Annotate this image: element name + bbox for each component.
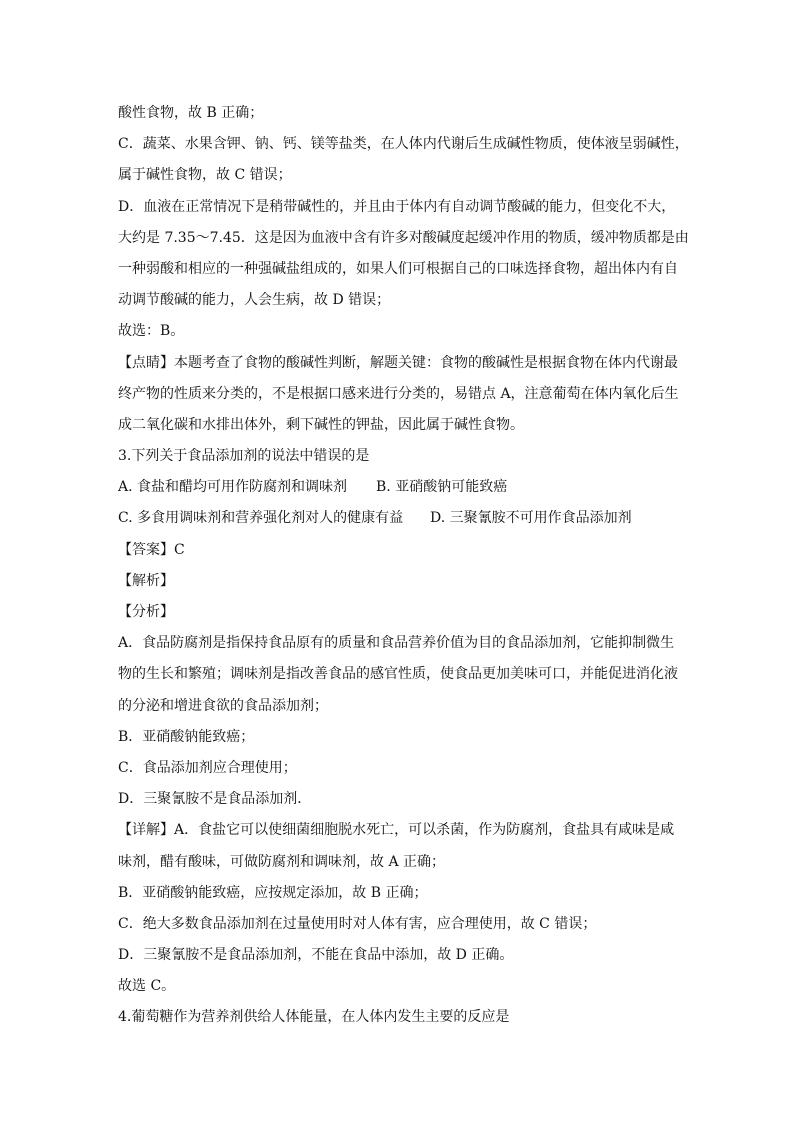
text-line: 属于碱性食物，故 C 错误； [118,167,292,184]
text-line: 酸性食物，故 B 正确； [118,105,264,121]
option-c: C. 多食用调味剂和营养强化剂对人的健康有益 [118,510,404,527]
text-line: 【点睛】本题考查了食物的酸碱性判断，解题关键：食物的酸碱性是根据食物在体内代谢最 [118,354,678,371]
text-line: C．绝大多数食品添加剂在过量使用时对人体有害，应合理使用，故 C 错误； [118,915,597,932]
text-line: A．食品防腐剂是指保持食品原有的质量和食品营养价值为目的食品添加剂，它能抑制微生 [118,635,675,652]
text-line: 故选：B。 [118,323,185,340]
options-row [118,472,678,503]
document-page [118,98,689,1034]
text-line: 大约是 7.35～7.45．这是因为血液中含有许多对酸碱度起缓冲作用的物质，缓冲物质都是由 [118,229,689,246]
text-line: B．亚硝酸钠能致癌； [118,728,255,745]
question-title: 4.葡萄糖作为营养剂供给人体能量，在人体内发生主要的反应是 [118,1009,510,1026]
text-line: D．三聚氰胺不是食品添加剂． [118,791,312,808]
option-d: D. 三聚氰胺不可用作食品添加剂 [430,510,632,527]
text-line: 味剂，醋有酸味，可做防腐剂和调味剂，故 A 正确； [118,853,446,870]
text-line: 的分泌和增进食欲的食品添加剂； [118,697,328,714]
text-line: 动调节酸碱的能力，人会生病，故 D 错误； [118,292,391,309]
option-a: A. 食盐和醋均可用作防腐剂和调味剂 [118,479,348,496]
option-b: B. 亚硝酸钠可能致癌 [376,479,508,496]
text-line: 故选 C。 [118,978,176,995]
question-title: 3.下列关于食品添加剂的说法中错误的是 [118,448,370,465]
section-heading: 【分析】 [118,604,174,620]
text-line: 物的生长和繁殖；调味剂是指改善食品的感官性质，使食品更加美味可口，并能促进消化液 [118,666,678,683]
text-line: 一种弱酸和相应的一种强碱盐组成的，如果人们可根据自己的口味选择食物，超出体内有自 [118,260,678,277]
text-line: C．蔬菜、水果含钾、钠、钙、镁等盐类，在人体内代谢后生成碱性物质，使体液呈弱碱性， [118,136,689,153]
options-row [118,503,678,534]
text-line: D．血液在正常情况下是稍带碱性的，并且由于体内有自动调节酸碱的能力，但变化不大， [118,198,676,215]
text-line: B．亚硝酸钠能致癌，应按规定添加，故 B 正确； [118,884,428,901]
text-line: D．三聚氰胺不是食品添加剂，不能在食品中添加，故 D 正确。 [118,947,514,964]
text-line: 终产物的性质来分类的，不是根据口感来进行分类的，易错点 A，注意葡萄在体内氧化后生 [118,385,679,402]
answer-line: 【答案】C [118,541,185,558]
text-line: 【详解】A．食盐它可以使细菌细胞脱水死亡，可以杀菌，作为防腐剂，食盐具有咸味是咸 [118,822,675,839]
section-heading: 【解析】 [118,572,174,589]
text-line: C．食品添加剂应合理使用； [118,759,297,776]
text-line: 成二氧化碳和水排出体外，剩下碱性的钾盐，因此属于碱性食物。 [118,416,524,433]
